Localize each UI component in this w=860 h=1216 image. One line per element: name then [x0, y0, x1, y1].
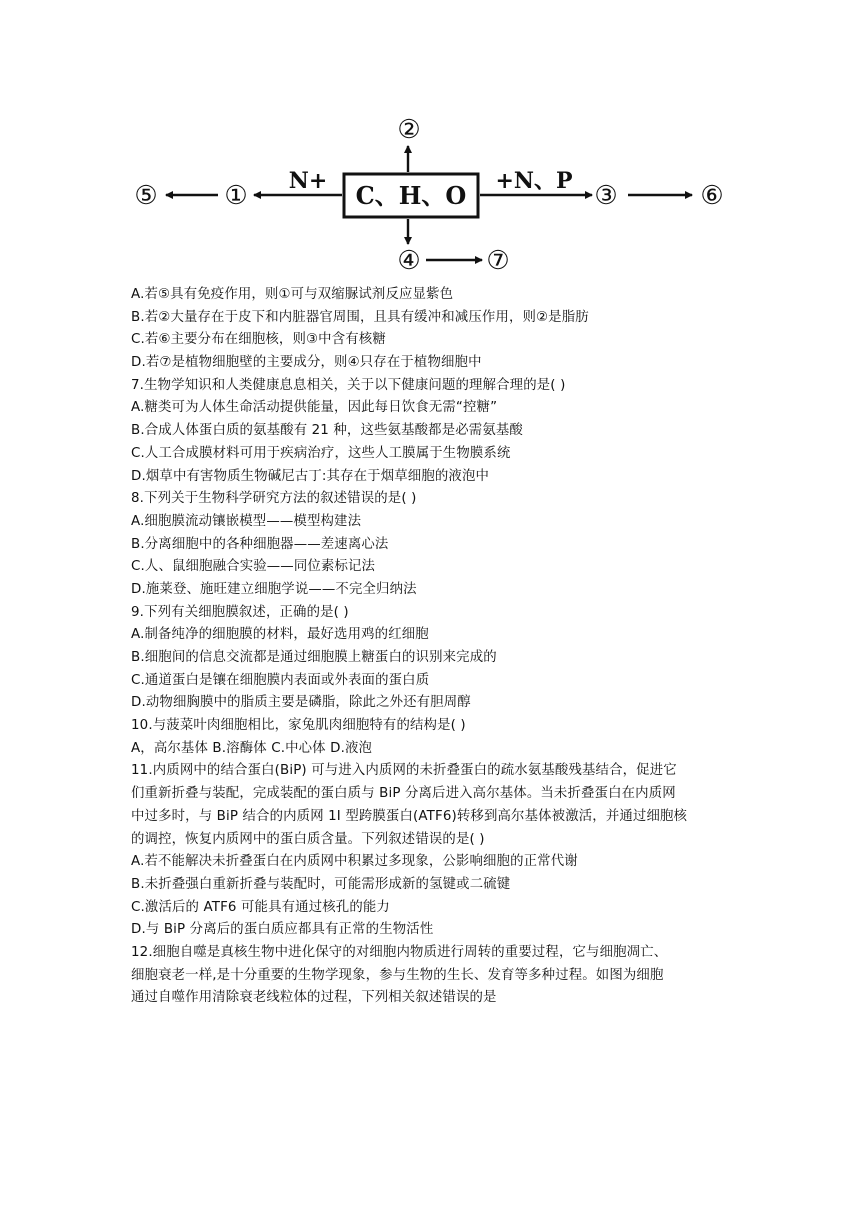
text-line: A，高尔基体 B.溶酶体 C.中心体 D.液泡 [131, 740, 373, 756]
text-line: A.细胞膜流动镶嵌模型——模型构建法 [131, 513, 362, 529]
text-line: A.若⑤具有免疫作用，则①可与双缩脲试剂反应显紫色 [131, 287, 454, 302]
text-line: C.激活后的 ATF6 可能具有通过核孔的能力 [131, 899, 390, 915]
left-arrow-label: N+ [288, 168, 328, 194]
node-7: ⑦ [486, 246, 510, 276]
text-line: C.通道蛋白是镶在细胞膜内表面或外表面的蛋白质 [131, 672, 430, 688]
text-line: 细胞衰老一样,是十分重要的生物学现象，参与生物的生长、发育等多种过程。如图为细胞 [131, 967, 664, 983]
text-line: B.未折叠强白重新折叠与装配时，可能需形成新的氢键或二硫键 [131, 876, 511, 892]
question-text [131, 284, 771, 1010]
text-line: B.细胞间的信息交流都是通过细胞膜上糖蛋白的识别来完成的 [131, 650, 497, 665]
right-arrow-label: +N、P [495, 168, 573, 194]
node-4: ④ [397, 246, 421, 276]
text-line: 的调控，恢复内质网中的蛋白质含量。下列叙述错误的是( ) [131, 831, 485, 847]
text-line: D.若⑦是植物细胞壁的主要成分，则④只存在于植物细胞中 [131, 355, 482, 371]
node-3: ③ [594, 181, 618, 211]
node-5: ⑤ [134, 181, 158, 211]
text-line: 12.细胞自噬是真核生物中进化保守的对细胞内物质进行周转的重要过程，它与细胞凋亡、 [131, 944, 668, 960]
text-line: 10.与菠菜叶肉细胞相比，家兔肌肉细胞特有的结构是( ) [131, 718, 466, 734]
text-line: 通过自噬作用清除衰老线粒体的过程，下列相关叙述错误的是 [131, 990, 497, 1006]
text-line: A.糖类可为人体生命活动提供能量，因此每日饮食无需“控糖” [131, 400, 498, 416]
text-line: D.动物细胸膜中的脂质主要是磷脂，除此之外还有胆周醇 [131, 695, 471, 711]
text-line: 们重新折叠与装配，完成装配的蛋白质与 BiP 分离后进入高尔基体。当未折叠蛋白在内质网 [131, 786, 676, 802]
text-line: A.若不能解决未折叠蛋白在内质网中积累过多现象，公影响细胞的正常代谢 [131, 854, 578, 870]
node-1: ① [224, 181, 248, 211]
text-line: D.烟草中有害物质生物碱尼古丁:其存在于烟草细胞的液泡中 [131, 468, 490, 484]
node-6: ⑥ [700, 181, 724, 211]
center-label: C、H、O [355, 181, 467, 210]
text-line: 11.内质网中的结合蛋白(BiP) 可与进入内质网的未折叠蛋白的疏水氨基酸残基结合，促进它 [131, 763, 677, 779]
text-line: 7.生物学知识和人类健康息息相关，关于以下健康问题的理解合理的是( ) [131, 377, 566, 393]
text-line: D.与 BiP 分离后的蛋白质应都具有正常的生物活性 [131, 922, 434, 938]
text-line: B.若②大量存在于皮下和内脏器官周围，且具有缓冲和减压作用，则②是脂肪 [131, 309, 589, 325]
node-2: ② [397, 115, 421, 145]
text-line: B.合成人体蛋白质的氨基酸有 21 种，这些氨基酸都是必需氨基酸 [131, 423, 523, 439]
text-line: C.若⑥主要分布在细胞核，则③中含有核糖 [131, 332, 386, 348]
text-line: C.人工合成膜材料可用于疾病治疗，这些人工膜属于生物膜系统 [131, 445, 511, 461]
text-line: A.制备纯净的细胞膜的材料，最好选用鸡的红细胞 [131, 627, 429, 643]
text-line: 中过多时，与 BiP 结合的内质网 1I 型跨膜蛋白(ATF6)转移到高尔基体被激活，并通过细胞核 [131, 808, 688, 824]
text-line: 9.下列有关细胞膜叙述，正确的是( ) [131, 604, 349, 620]
text-line: C.人、鼠细胞融合实验——同位素标记法 [131, 559, 376, 575]
chemical-composition-diagram [120, 108, 740, 283]
text-line: 8.下列关于生物科学研究方法的叙述错误的是( ) [131, 491, 417, 507]
text-line: D.施莱登、施旺建立细胞学说——不完全归纳法 [131, 581, 417, 597]
text-line: B.分离细胞中的各种细胞器——差速离心法 [131, 536, 389, 552]
